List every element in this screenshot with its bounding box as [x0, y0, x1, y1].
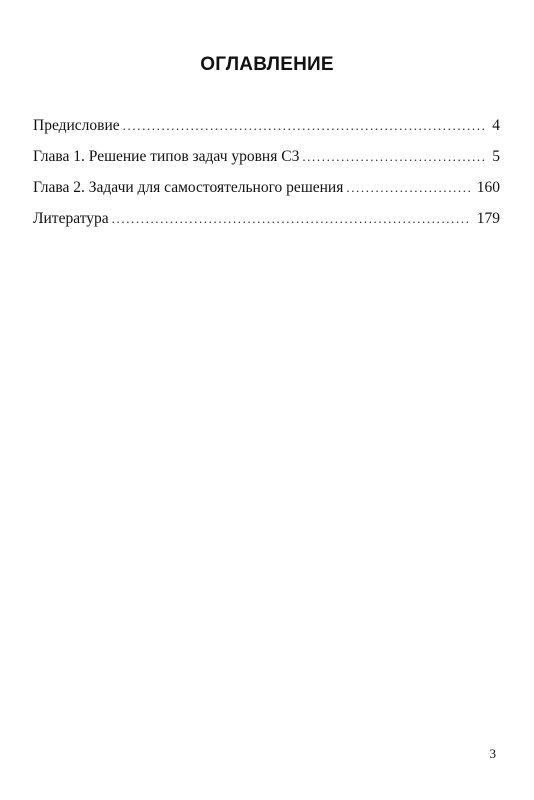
table-of-contents: [33, 117, 500, 241]
toc-entry-page: 179: [476, 210, 500, 227]
page-number: 3: [489, 746, 496, 761]
dot-leader: [123, 118, 487, 134]
toc-entry-chapter-2: [33, 179, 500, 210]
toc-entry-page: 5: [492, 148, 500, 165]
toc-entry-label: Глава 1. Решение типов задач уровня С3: [33, 148, 300, 165]
toc-title: ОГЛАВЛЕНИЕ: [200, 54, 334, 75]
toc-entry-literature: [33, 210, 500, 241]
toc-entry-label: Литература: [33, 210, 109, 227]
dot-leader: [302, 149, 486, 165]
toc-entry-chapter-1: [33, 148, 500, 179]
toc-entry-label: Глава 2. Задачи для самостоятельного решения: [33, 179, 344, 196]
toc-entry-page: 4: [492, 117, 500, 134]
dot-leader: [346, 180, 470, 196]
toc-entry-page: 160: [476, 179, 500, 196]
dot-leader: [112, 211, 471, 227]
toc-entry-preface: [33, 117, 500, 148]
toc-entry-label: Предисловие: [33, 117, 120, 134]
